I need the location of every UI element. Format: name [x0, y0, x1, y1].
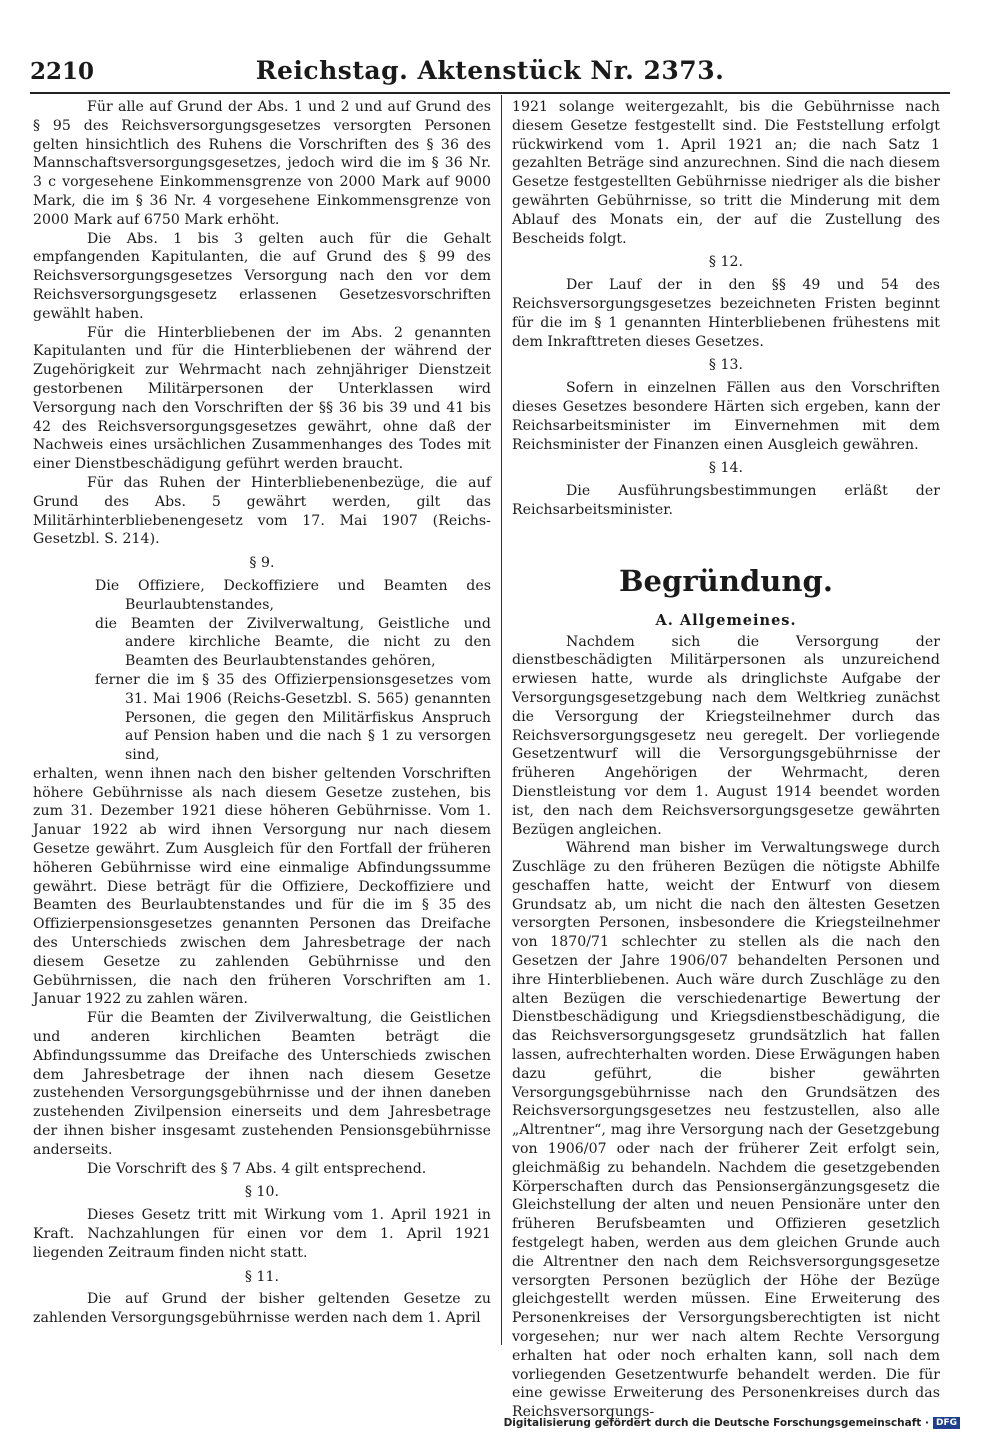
footer-credit — [504, 1417, 960, 1429]
paragraph: Für die Hinterbliebenen der im Abs. 2 genannten Kapitulanten und für die Hinterbliebenen der während der Zugehörigkeit zur Wehrmacht nach zehnjähriger Dienstzeit gestorbenen Militärpersonen der Unterklassen wird Versorgung nach den Vorschriften der §§ 36 bis 39 und 41 bis 42 des Reichsversorgungsgesetzes gewährt, ohne daß der Nachweis eines ursächlichen Zusammenhanges des Todes mit einer Dienstbeschädigung geführt werden braucht. — [33, 324, 491, 473]
paragraph: Für das Ruhen der Hinterbliebenenbezüge, die auf Grund des Abs. 5 gewährt werden, gilt das Militärhinterbliebenengesetz vom 17. Mai 1907 (Reichs-Gesetzbl. S. 214). — [33, 474, 491, 548]
left-column — [33, 98, 491, 1328]
footer-text: Digitalisierung gefördert durch die Deutsche Forschungsgemeinschaft · — [503, 1417, 929, 1429]
paragraph: Die Vorschrift des § 7 Abs. 4 gilt entsprechend. — [87, 1160, 427, 1177]
dfg-logo: DFG — [933, 1417, 960, 1429]
column-divider — [501, 95, 502, 1345]
paragraph: Sofern in einzelnen Fällen aus den Vorschriften dieses Gesetzes besondere Härten sich ergeben, kann der Reichsarbeitsminister im Einvernehmen mit dem Reichsminister der Finanzen einen Ausgleich gewähren. — [512, 380, 940, 453]
header-rule — [30, 92, 950, 94]
section-heading-9: § 9. — [249, 555, 275, 572]
paragraph: Die Ausführungsbestimmungen erläßt der Reichsarbeitsminister. — [512, 483, 940, 518]
page-number: 2210 — [30, 58, 95, 85]
paragraph: Die auf Grund der bisher geltenden Gesetze zu zahlenden Versorgungsgebührnisse werden nach dem 1. April — [33, 1291, 491, 1327]
subsection-title: A. Allgemeines. — [655, 611, 797, 629]
section-heading-13: § 13. — [708, 357, 744, 374]
page-header — [30, 50, 950, 90]
paragraph: erhalten, wenn ihnen nach den bisher geltenden Vorschriften höhere Gebührnisse als nach diesem Gesetze zustehen, bis zum 31. Dezember 1921 diese höheren Gebührnisse. Vom 1. Januar 1922 ab wird ihnen Versorgung nur nach diesem Gesetze gewährt. Zum Ausgleich für den Fortfall der früheren höheren Gebührnisse wird eine einmalige Abfindungssumme gewährt. Diese beträgt für die Offiziere, Deckoffiziere und Beamten des Beurlaubtenstandes und für die im § 35 des Offizierpensionsgesetzes genannten Personen das Dreifache des Unterschieds zwischen dem Jahresbetrage der nach diesem Gesetze zu zahlenden Gebührnisse und den Gebührnissen, die nach den früheren Vorschriften am 1. Januar 1922 zu zahlen wären. — [33, 765, 491, 1008]
list-item: ferner die im § 35 des Offizierpensionsgesetzes vom 31. Mai 1906 (Reichs-Gesetzbl. S. 565) genannten Personen, die gegen den Militärfiskus Anspruch auf Pension haben und die nach § 1 zu versorgen sind, — [95, 671, 491, 764]
paragraph: Dieses Gesetz tritt mit Wirkung vom 1. April 1921 in Kraft. Nachzahlungen für einen vor dem 1. April 1921 liegenden Zeitraum finden nicht statt. — [33, 1207, 491, 1261]
paragraph: Für die Beamten der Zivilverwaltung, die Geistlichen und anderen kirchlichen Beamten beträgt die Abfindungssumme das Dreifache des Unterschieds zwischen dem Jahresbetrage der ihnen nach diesem Gesetze zustehenden Versorgungsgebührnisse und der ihnen daneben zustehenden Zivilpension einerseits und dem Jahresbetrage der ihnen bisher insgesamt zustehenden Pensionsgebührnisse anderseits. — [33, 1010, 491, 1158]
right-column — [512, 98, 940, 1422]
section-heading-12: § 12. — [708, 254, 744, 271]
paragraph: Die Abs. 1 bis 3 gelten auch für die Gehalt empfangenden Kapitulanten, die auf Grund des § 99 des Reichsversorgungsgesetzes Versorgung nach den vor dem Reichsversorgungsgesetz erlassenen Gesetzesvorschriften gewählt haben. — [33, 230, 491, 322]
list-item: Die Offiziere, Deckoffiziere und Beamten des Beurlaubtenstandes, — [95, 577, 491, 613]
section-title: Begründung. — [618, 563, 834, 598]
section-heading-10: § 10. — [244, 1184, 280, 1201]
paragraph: Während man bisher im Verwaltungswege durch Zuschläge zu den früheren Bezügen die nötigste Abhilfe geschaffen hatte, weicht der Entwurf von diesem Grundsatz ab, um nicht die nach den ältesten Gesetzen versorgten Personen, insbesondere die Kriegsteilnehmer von 1870/71 schlechter zu stellen als die nach den Gesetzen der Jahre 1906/07 behandelten Personen und ihre Hinterbliebenen. Auch wäre durch Zuschläge zu den alten Bezügen die verschiedenartige Bewertung der Dienstbeschädigung und Kriegsdienstbeschädigung, die das Reichsversorgungsgesetz grundsätzlich hat fallen lassen, aufrechterhalten worden. Diese Erwägungen haben dazu geführt, die bisher gewährten Versorgungsgebührnisse nach den Grundsätzen des Reichsversorgungsgesetzes neu festzustellen, also alle „Altrentner“, mag ihre Versorgung nach der Gesetzgebung von 1906/07 oder nach der früherer Zeit erfolgt sein, gleichmäßig zu behandeln. Nachdem die gesetzgebenden Körperschaften durch das Pensionsergänzungsgesetz die Gleichstellung der alten und neuen Pensionäre unter den früheren Berufsbeamten und Offizieren gesetzlich festgelegt haben, werden aus dem gleichen Grunde auch die Altrentner den nach dem Reichsversorgungsgesetze versorgten Personen bezüglich der Höhe der Bezüge gleichgestellt werden müssen. Eine Erweiterung des Personenkreises der Versorgungsberechtigten ist nicht vorgesehen; nur wer nach altem Rechte Versorgung erhalten hat oder noch erhalten kann, soll nach dem vorliegenden Gesetzentwurfe behandelt werden. Die für eine gewisse Erweiterung des Personenkreises durch das Reichsversorgungs- — [512, 840, 940, 1421]
section-heading-11: § 11. — [244, 1268, 280, 1285]
list-item: die Beamten der Zivilverwaltung, Geistliche und andere kirchliche Beamte, die nicht zu den Beamten des Beurlaubtenstandes gehören, — [95, 615, 491, 670]
running-title: Reichstag. Aktenstück Nr. 2373. — [255, 56, 725, 85]
paragraph: Für alle auf Grund der Abs. 1 und 2 und auf Grund des § 95 des Reichsversorgungsgesetzes versorgten Personen gelten hinsichtlich des Ruhens die Vorschriften des § 36 des Mannschaftsversorgungsgesetzes, jedoch wird die im § 36 Nr. 3 c vorgesehene Einkommensgrenze von 2000 Mark auf 9000 Mark, die im § 36 Nr. 4 vorgesehene Einkommensgrenze von 2000 Mark auf 6750 Mark erhöht. — [33, 99, 491, 228]
paragraph: Nachdem sich die Versorgung der dienstbeschädigten Militärpersonen als unzureichend erwiesen hatte, wurde als dringlichste Aufgabe der Versorgungsgesetzgebung nach dem Weltkrieg zunächst die Versorgung der Kriegsteilnehmer durch das Reichsversorgungsgesetz neu geregelt. Der vorliegende Gesetzentwurf will die Versorgungsgebührnisse der früheren Angehörigen der Wehrmacht, deren Dienstleistung vor dem 1. August 1914 beendet worden ist, den nach dem Reichsversorgungsgesetze gewährten Bezügen angleichen. — [512, 633, 940, 838]
paragraph: 1921 solange weitergezahlt, bis die Gebührnisse nach diesem Gesetze festgestellt sind. Die Feststellung erfolgt rückwirkend vom 1. April 1921 an; die nach Satz 1 gezahlten Beträge sind anzurechnen. Sind die nach diesem Gesetze festgestellten Gebührnisse niedriger als die bisher gewährten Gebührnisse, so tritt die Minderung mit dem Ablauf des Monats ein, der auf die Zustellung des Bescheids folgt. — [512, 99, 940, 247]
paragraph: Der Lauf der in den §§ 49 und 54 des Reichsversorgungsgesetzes bezeichneten Fristen beginnt für die im § 1 genannten Hinterbliebenen frühestens mit dem Inkrafttreten dieses Gesetzes. — [512, 277, 940, 350]
section-heading-14: § 14. — [708, 460, 744, 477]
